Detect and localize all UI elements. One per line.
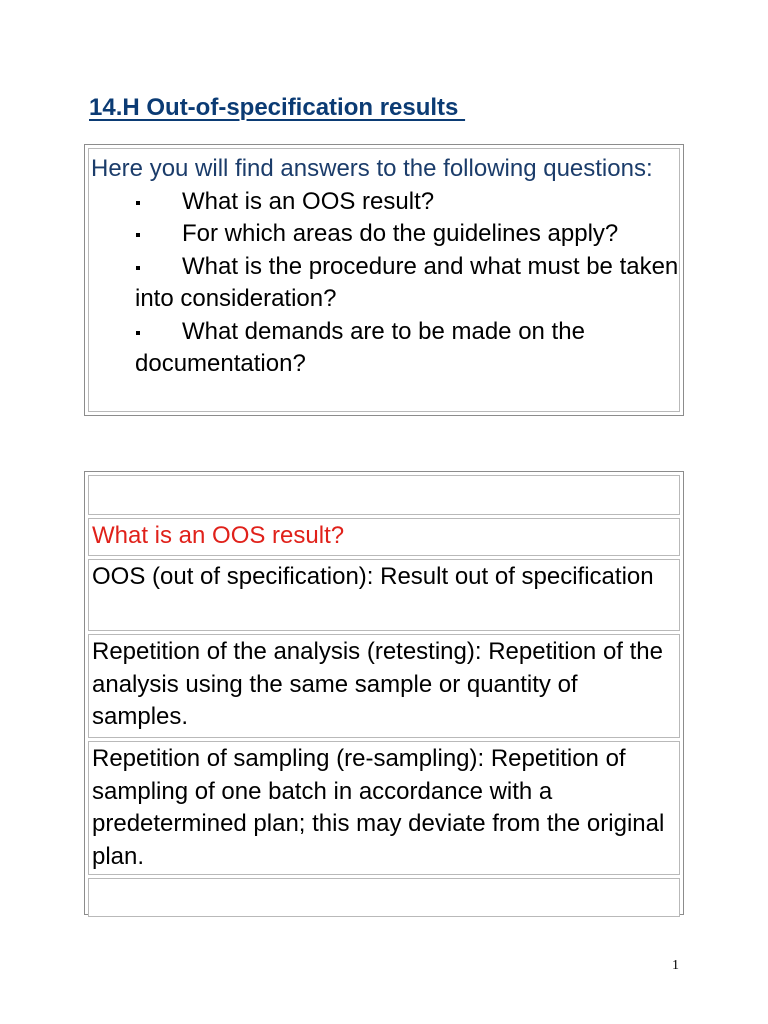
question-item: What demands are to be made on the documentation? <box>135 317 585 377</box>
empty-row <box>88 475 680 515</box>
section-heading: 14.H Out-of-specification results <box>89 94 466 121</box>
definition-row: OOS (out of specification): Result out of specification <box>88 559 680 631</box>
questions-list <box>91 186 679 381</box>
bullet-icon <box>136 201 140 205</box>
questions-box <box>84 144 684 416</box>
questions-intro: Here you will find answers to the following questions: <box>91 155 653 182</box>
definition-row: Repetition of sampling (re-sampling): Repetition of sampling of one batch in accordance with a predetermined plan; this may deviate from the original plan. <box>88 741 680 875</box>
question-item: For which areas do the guidelines apply? <box>91 218 679 251</box>
question-item: What is the procedure and what must be taken into consideration? <box>135 252 679 312</box>
question-item: What is an OOS result? <box>91 186 679 219</box>
definitions-table <box>84 471 684 915</box>
definition-row: Repetition of the analysis (retesting): Repetition of the analysis using the same sample or quantity of samples. <box>88 634 680 738</box>
bullet-icon <box>136 331 140 335</box>
page-number: 1 <box>672 958 679 973</box>
definitions-title: What is an OOS result? <box>88 518 680 556</box>
empty-row <box>88 878 680 917</box>
bullet-icon <box>136 233 140 237</box>
questions-cell <box>88 148 680 412</box>
bullet-icon <box>136 266 140 270</box>
